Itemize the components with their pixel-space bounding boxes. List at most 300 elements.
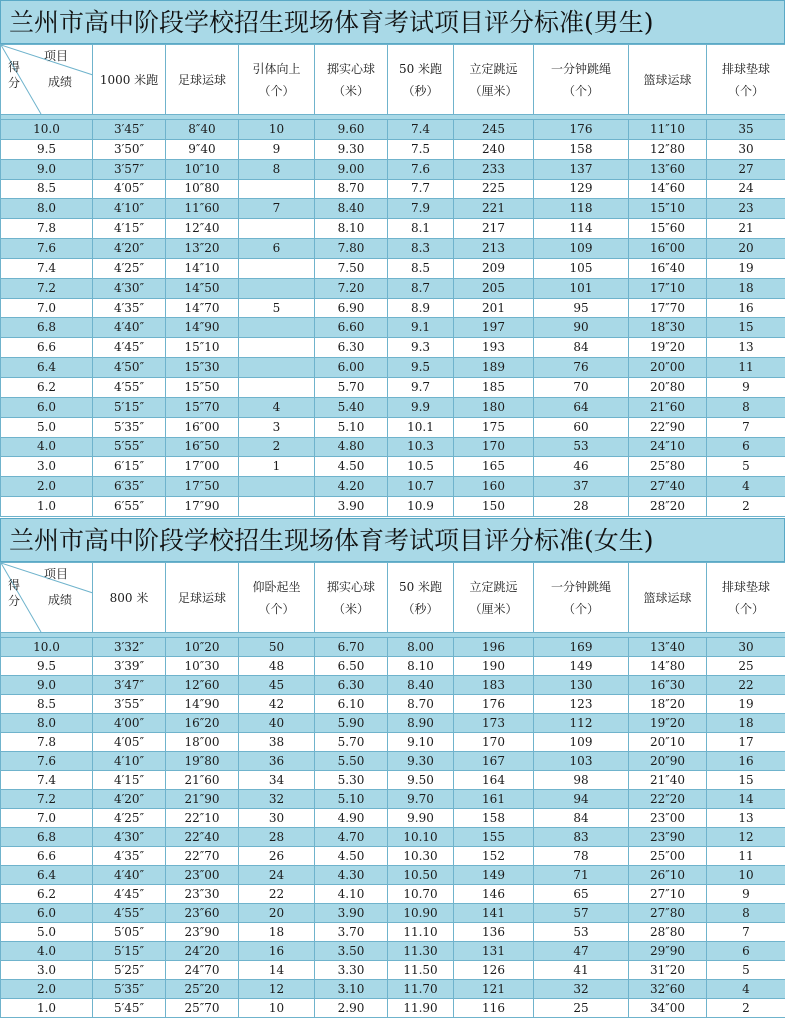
table-row [1,961,785,980]
column-header-unit: （个） [562,601,599,616]
table-cell: 25″20 [166,980,239,999]
table-cell: 152 [454,847,534,866]
table-row [1,923,785,942]
table-cell: 3′57″ [93,159,166,179]
column-header-unit: （米） [332,601,369,616]
table-cell: 6.50 [315,657,388,676]
table-cell: 6 [707,942,785,961]
column-header-label: 50 米跑 [398,579,443,594]
column-header-label: 排球垫球 [721,579,770,594]
male-corner-header [1,45,93,115]
table-cell: 30 [707,139,785,159]
table-cell: 18 [707,714,785,733]
column-header-label: 1000 米跑 [99,72,159,87]
table-cell: 7 [239,199,315,219]
table-cell: 6′35″ [93,477,166,497]
table-cell: 35 [707,120,785,140]
table-cell: 8.40 [388,676,454,695]
table-cell: 3.50 [315,942,388,961]
column-header [454,45,534,115]
table-cell: 10 [239,999,315,1018]
table-cell: 5.70 [315,377,388,397]
table-cell: 30 [707,638,785,657]
table-cell: 32 [534,980,629,999]
table-cell: 18″00 [166,733,239,752]
table-cell: 12″80 [629,139,707,159]
score-cell: 6.2 [1,377,93,397]
table-row [1,179,785,199]
table-row [1,377,785,397]
table-cell: 105 [534,258,629,278]
table-row [1,120,785,140]
table-cell: 14″90 [166,695,239,714]
table-cell: 3′47″ [93,676,166,695]
table-cell: 28″20 [629,497,707,517]
table-cell: 6.60 [315,318,388,338]
table-cell: 19 [707,258,785,278]
table-row [1,437,785,457]
table-cell: 10″30 [166,657,239,676]
corner-score-label: 得分 [7,60,20,90]
table-cell: 3′32″ [93,638,166,657]
table-cell: 170 [454,733,534,752]
column-header [534,563,629,633]
table-cell: 9.5 [388,358,454,378]
table-cell: 15″70 [166,397,239,417]
table-cell: 65 [534,885,629,904]
table-cell: 201 [454,298,534,318]
table-cell: 7.7 [388,179,454,199]
table-cell: 8.90 [388,714,454,733]
table-row [1,199,785,219]
table-cell: 10.90 [388,904,454,923]
table-cell: 12″40 [166,219,239,239]
table-cell: 116 [454,999,534,1018]
table-cell: 20″90 [629,752,707,771]
column-header [239,45,315,115]
table-cell [239,179,315,199]
table-cell: 4′20″ [93,239,166,259]
table-cell: 42 [239,695,315,714]
table-cell: 3.30 [315,961,388,980]
score-cell: 3.0 [1,961,93,980]
table-cell: 19″20 [629,714,707,733]
table-cell: 10.30 [388,847,454,866]
table-cell: 11.70 [388,980,454,999]
table-cell: 109 [534,239,629,259]
table-cell: 3.90 [315,904,388,923]
table-cell: 4′00″ [93,714,166,733]
table-cell: 22″10 [166,809,239,828]
table-row [1,657,785,676]
table-cell: 16 [239,942,315,961]
table-cell: 158 [454,809,534,828]
table-cell: 50 [239,638,315,657]
table-cell: 4′20″ [93,790,166,809]
table-cell: 170 [454,437,534,457]
table-cell: 155 [454,828,534,847]
corner-item-label: 项目 [43,49,68,63]
table-cell: 6 [239,239,315,259]
table-row [1,714,785,733]
score-cell: 2.0 [1,980,93,999]
column-header [166,563,239,633]
score-cell: 10.0 [1,638,93,657]
table-cell: 4.10 [315,885,388,904]
table-cell: 17″00 [166,457,239,477]
table-cell: 24″20 [166,942,239,961]
table-cell: 165 [454,457,534,477]
table-cell: 16″20 [166,714,239,733]
table-row [1,809,785,828]
table-cell: 11.90 [388,999,454,1018]
table-cell: 15″60 [629,219,707,239]
table-cell: 25 [707,657,785,676]
table-cell: 8.5 [388,258,454,278]
table-cell: 84 [534,338,629,358]
table-cell: 32 [239,790,315,809]
table-cell: 196 [454,638,534,657]
table-cell: 11 [707,358,785,378]
table-cell: 20″80 [629,377,707,397]
corner-score-label: 得分 [7,578,20,608]
table-cell: 161 [454,790,534,809]
table-cell: 8.1 [388,219,454,239]
table-cell: 9.7 [388,377,454,397]
column-header-unit: （个） [562,83,599,98]
table-row [1,695,785,714]
table-cell: 193 [454,338,534,358]
table-cell: 7.9 [388,199,454,219]
table-cell: 103 [534,752,629,771]
table-cell: 149 [454,866,534,885]
table-cell: 24″70 [166,961,239,980]
table-cell: 2 [707,999,785,1018]
table-cell: 64 [534,397,629,417]
column-header-unit: （个） [258,83,295,98]
table-cell: 28″80 [629,923,707,942]
table-cell: 26″10 [629,866,707,885]
column-header [707,563,785,633]
table-row [1,885,785,904]
table-cell: 23″60 [166,904,239,923]
table-cell: 164 [454,771,534,790]
column-header-label: 一分钟跳绳 [550,61,611,76]
table-cell: 23″00 [629,809,707,828]
table-cell: 11″60 [166,199,239,219]
score-cell: 6.8 [1,318,93,338]
table-cell: 11″10 [629,120,707,140]
table-cell: 4′30″ [93,278,166,298]
table-cell: 17 [707,733,785,752]
table-cell: 4′05″ [93,733,166,752]
table-cell: 118 [534,199,629,219]
table-cell: 121 [454,980,534,999]
table-cell: 76 [534,358,629,378]
table-cell: 5′15″ [93,942,166,961]
table-cell: 245 [454,120,534,140]
table-cell: 5 [707,961,785,980]
table-cell: 13 [707,809,785,828]
table-cell: 6′15″ [93,457,166,477]
table-cell: 18″30 [629,318,707,338]
table-cell: 112 [534,714,629,733]
table-cell: 240 [454,139,534,159]
score-cell: 2.0 [1,477,93,497]
table-cell: 4.20 [315,477,388,497]
table-cell: 6.00 [315,358,388,378]
table-cell: 2 [239,437,315,457]
score-cell: 6.6 [1,338,93,358]
column-header-unit: （厘米） [469,83,518,98]
table-cell: 9 [707,377,785,397]
column-header-label: 仰卧起坐 [252,579,301,594]
table-cell: 11 [707,847,785,866]
male-table-title: 兰州市高中阶段学校招生现场体育考试项目评分标准(男生) [0,0,785,44]
column-header [534,45,629,115]
table-cell: 10.1 [388,417,454,437]
table-cell: 3.90 [315,497,388,517]
table-cell: 4′35″ [93,298,166,318]
table-cell: 13″60 [629,159,707,179]
score-cell: 7.8 [1,219,93,239]
table-cell: 5.50 [315,752,388,771]
column-header-unit: （秒） [402,83,439,98]
table-cell: 129 [534,179,629,199]
table-cell: 176 [534,120,629,140]
column-header-label: 引体向上 [252,61,301,76]
table-cell: 8″40 [166,120,239,140]
table-cell: 2.90 [315,999,388,1018]
column-header-label: 排球垫球 [721,61,770,76]
table-cell: 57 [534,904,629,923]
table-cell: 205 [454,278,534,298]
table-cell: 4.30 [315,866,388,885]
table-row [1,298,785,318]
table-cell: 189 [454,358,534,378]
table-cell: 71 [534,866,629,885]
table-cell: 10.9 [388,497,454,517]
table-cell: 21″40 [629,771,707,790]
female-corner-header [1,563,93,633]
table-cell: 40 [239,714,315,733]
table-cell: 84 [534,809,629,828]
column-header-label: 足球运球 [177,72,226,87]
table-cell: 19 [707,695,785,714]
table-cell: 213 [454,239,534,259]
score-cell: 7.0 [1,809,93,828]
table-cell: 5 [707,457,785,477]
table-cell: 27″80 [629,904,707,923]
table-row [1,239,785,259]
table-cell: 9.90 [388,809,454,828]
table-cell: 137 [534,159,629,179]
table-cell: 22 [239,885,315,904]
table-cell: 36 [239,752,315,771]
table-cell: 8.10 [388,657,454,676]
table-cell: 123 [534,695,629,714]
table-cell: 5′35″ [93,417,166,437]
column-header [388,563,454,633]
corner-grade-label: 成绩 [47,593,72,607]
column-header [707,45,785,115]
score-cell: 8.5 [1,179,93,199]
table-cell: 14″70 [166,298,239,318]
table-cell: 4′55″ [93,377,166,397]
table-row [1,752,785,771]
corner-grade-label: 成绩 [47,75,72,89]
table-cell: 4.90 [315,809,388,828]
table-cell: 6′55″ [93,497,166,517]
table-cell: 3 [239,417,315,437]
table-cell: 4′15″ [93,219,166,239]
column-header-label: 掷实心球 [326,579,375,594]
table-cell: 4.80 [315,437,388,457]
table-cell: 8.70 [388,695,454,714]
table-cell: 150 [454,497,534,517]
table-cell: 20″00 [629,358,707,378]
table-cell: 14 [707,790,785,809]
table-cell: 48 [239,657,315,676]
column-header [388,45,454,115]
table-cell: 5′05″ [93,923,166,942]
table-cell: 25″70 [166,999,239,1018]
table-cell: 37 [534,477,629,497]
table-cell [239,377,315,397]
table-cell: 16″50 [166,437,239,457]
table-cell: 12 [239,980,315,999]
table-cell: 12″60 [166,676,239,695]
table-cell: 53 [534,437,629,457]
table-cell: 21″60 [629,397,707,417]
table-cell: 4′45″ [93,885,166,904]
table-row [1,847,785,866]
table-cell: 29″90 [629,942,707,961]
table-cell: 9.60 [315,120,388,140]
table-cell: 8.3 [388,239,454,259]
table-row [1,980,785,999]
table-cell: 22 [707,676,785,695]
table-cell: 14″50 [166,278,239,298]
column-header [93,563,166,633]
table-cell: 6 [707,437,785,457]
table-cell: 9.10 [388,733,454,752]
table-cell: 7 [707,417,785,437]
table-cell: 5′55″ [93,437,166,457]
table-cell: 5′45″ [93,999,166,1018]
table-cell: 4′15″ [93,771,166,790]
table-row [1,278,785,298]
table-cell: 22″40 [166,828,239,847]
table-cell: 14″90 [166,318,239,338]
table-cell: 15 [707,771,785,790]
score-cell: 7.4 [1,771,93,790]
male-scoring-table [0,44,785,517]
female-scoring-section [0,518,785,1018]
table-cell: 25″80 [629,457,707,477]
score-cell: 6.4 [1,866,93,885]
table-cell: 21 [707,219,785,239]
table-cell: 5.10 [315,790,388,809]
table-cell: 8.70 [315,179,388,199]
score-cell: 4.0 [1,437,93,457]
table-cell: 175 [454,417,534,437]
column-header-label: 立定跳远 [469,61,518,76]
table-cell: 83 [534,828,629,847]
table-cell: 4′35″ [93,847,166,866]
table-cell: 14″60 [629,179,707,199]
column-header-label: 足球运球 [177,590,226,605]
table-cell: 197 [454,318,534,338]
table-cell: 3′45″ [93,120,166,140]
table-cell: 9 [239,139,315,159]
table-cell: 4′50″ [93,358,166,378]
table-cell: 38 [239,733,315,752]
table-cell: 9″40 [166,139,239,159]
table-row [1,159,785,179]
table-cell: 4′10″ [93,752,166,771]
table-cell [239,258,315,278]
table-row [1,318,785,338]
table-cell: 9.30 [315,139,388,159]
table-cell: 22″90 [629,417,707,437]
table-cell: 28 [239,828,315,847]
table-cell: 5′15″ [93,397,166,417]
score-cell: 8.0 [1,714,93,733]
table-cell: 6.90 [315,298,388,318]
table-cell: 10.3 [388,437,454,457]
column-header [166,45,239,115]
table-cell: 10.7 [388,477,454,497]
table-row [1,942,785,961]
column-header [315,563,388,633]
table-cell: 109 [534,733,629,752]
table-cell: 101 [534,278,629,298]
table-cell: 94 [534,790,629,809]
table-cell: 10.5 [388,457,454,477]
female-header-row [1,563,785,633]
table-row [1,497,785,517]
table-cell: 18 [707,278,785,298]
table-cell: 225 [454,179,534,199]
table-cell [239,338,315,358]
score-cell: 9.0 [1,159,93,179]
table-cell: 9.9 [388,397,454,417]
table-cell: 11.50 [388,961,454,980]
table-cell: 7.50 [315,258,388,278]
table-cell: 32″60 [629,980,707,999]
table-cell: 19″20 [629,338,707,358]
table-cell: 27″40 [629,477,707,497]
table-cell: 5′25″ [93,961,166,980]
table-cell: 21″90 [166,790,239,809]
table-cell: 16″00 [166,417,239,437]
table-cell: 3′39″ [93,657,166,676]
table-cell: 16″30 [629,676,707,695]
score-cell: 1.0 [1,999,93,1018]
table-cell: 2 [707,497,785,517]
table-cell: 158 [534,139,629,159]
table-cell: 9.00 [315,159,388,179]
table-cell: 130 [534,676,629,695]
table-cell: 10.50 [388,866,454,885]
table-cell: 217 [454,219,534,239]
table-cell: 10 [239,120,315,140]
column-header-unit: （个） [258,601,295,616]
table-cell: 8 [707,397,785,417]
female-data-rows [1,638,785,1018]
table-cell: 11.10 [388,923,454,942]
